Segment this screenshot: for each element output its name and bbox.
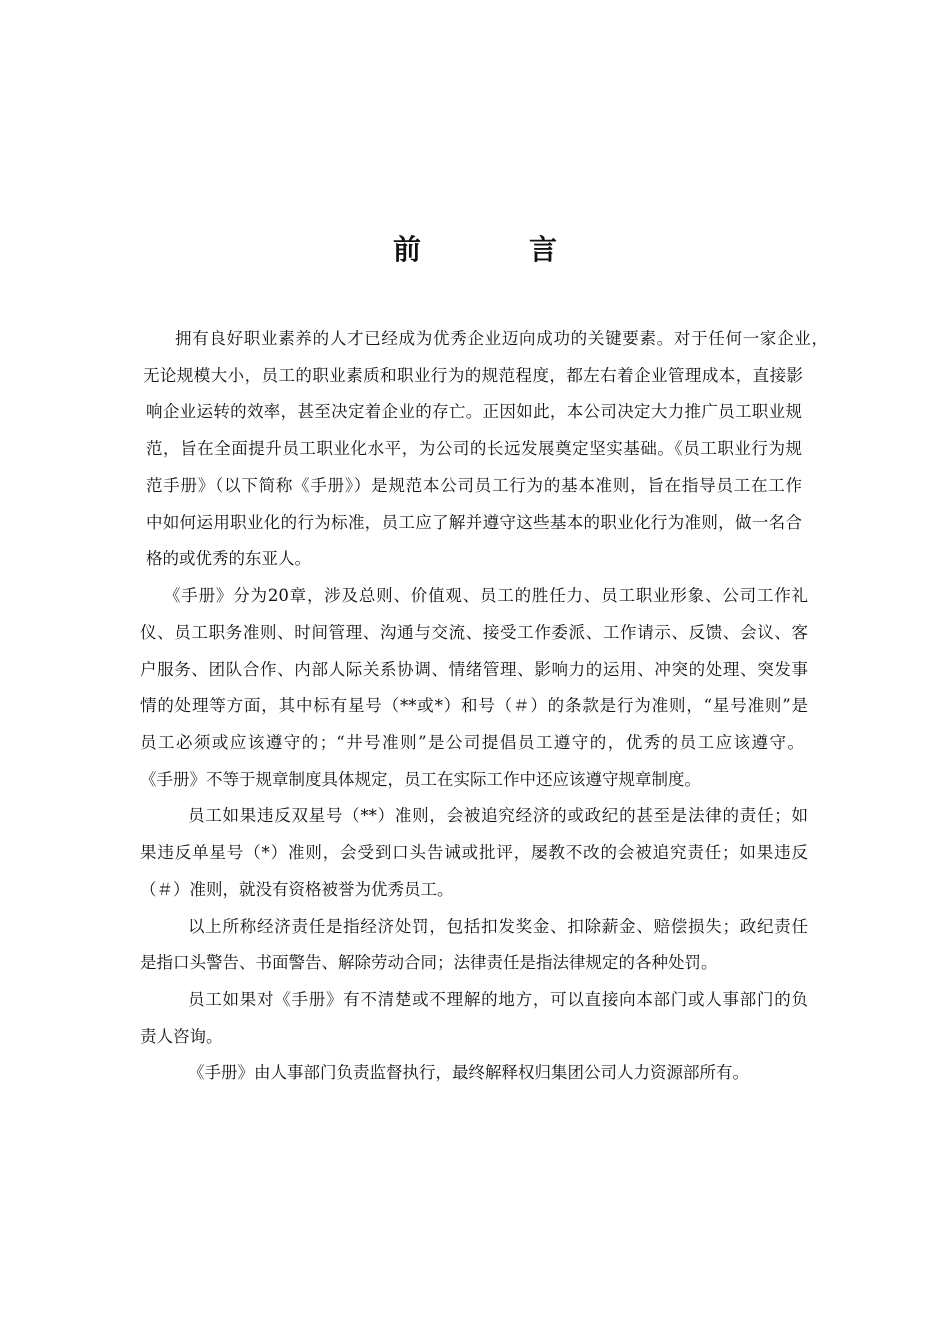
paragraph-1-line-4: 范，旨在全面提升员工职业化水平，为公司的长远发展奠定坚实基础。《员工职业行为规: [146, 439, 802, 458]
paragraph-6-line-1: 《手册》由人事部门负责监督执行，最终解释权归集团公司人力资源部所有。: [188, 1063, 749, 1082]
paragraph-1-line-5: 范手册》（以下简称《手册》）是规范本公司员工行为的基本准则，旨在指导员工在工作: [146, 476, 802, 495]
paragraph-3-line-3: （＃）准则，就没有资格被誉为优秀员工。: [140, 880, 454, 899]
paragraph-3-line-2: 果违反单星号（*）准则，会受到口头告诫或批评，屡教不改的会被追究责任；如果违反: [140, 843, 808, 862]
paragraph-2-line-3: 户服务、团队合作、内部人际关系协调、情绪管理、影响力的运用、冲突的处理、突发事: [140, 660, 808, 679]
paragraph-4-line-1: 以上所称经济责任是指经济处罚，包括扣发奖金、扣除薪金、赔偿损失；政纪责任: [188, 917, 808, 936]
paragraph-3-line-1: 员工如果违反双星号（**）准则，会被追究经济的或政纪的甚至是法律的责任；如: [188, 806, 808, 825]
paragraph-1-line-2: 无论规模大小，员工的职业素质和职业行为的规范程度，都左右着企业管理成本，直接影: [143, 366, 803, 385]
page-title: 前 言: [392, 233, 597, 266]
paragraph-2-line-2: 仪、员工职务准则、时间管理、沟通与交流、接受工作委派、工作请示、反馈、会议、客: [140, 623, 808, 642]
paragraph-2-line-5: 员工必须或应该遵守的；“井号准则”是公司提倡员工遵守的，优秀的员工应该遵守。: [140, 733, 804, 752]
paragraph-2-line-4: 情的处理等方面，其中标有星号（**或*）和号（＃）的条款是行为准则，“星号准则”是: [140, 696, 808, 715]
paragraph-1-line-3: 响企业运转的效率，甚至决定着企业的存亡。正因如此，本公司决定大力推广员工职业规: [146, 402, 802, 421]
paragraph-1-line-1: 拥有良好职业素养的人才已经成为优秀企业迈向成功的关键要素。对于任何一家企业，: [175, 329, 828, 348]
paragraph-2-line-1: 《手册》分为20章，涉及总则、价值观、员工的胜任力、员工职业形象、公司工作礼: [164, 586, 808, 605]
paragraph-1-line-7: 格的或优秀的东亚人。: [146, 549, 311, 568]
paragraph-4-line-2: 是指口头警告、书面警告、解除劳动合同；法律责任是指法律规定的各种处罚。: [140, 953, 718, 972]
paragraph-5-line-1: 员工如果对《手册》有不清楚或不理解的地方，可以直接向本部门或人事部门的负: [188, 990, 808, 1009]
paragraph-1-line-6: 中如何运用职业化的行为标准，员工应了解并遵守这些基本的职业化行为准则，做一名合: [146, 513, 802, 532]
paragraph-2-line-6: 《手册》不等于规章制度具体规定，员工在实际工作中还应该遵守规章制度。: [140, 770, 701, 789]
paragraph-5-line-2: 责人咨询。: [140, 1027, 223, 1046]
